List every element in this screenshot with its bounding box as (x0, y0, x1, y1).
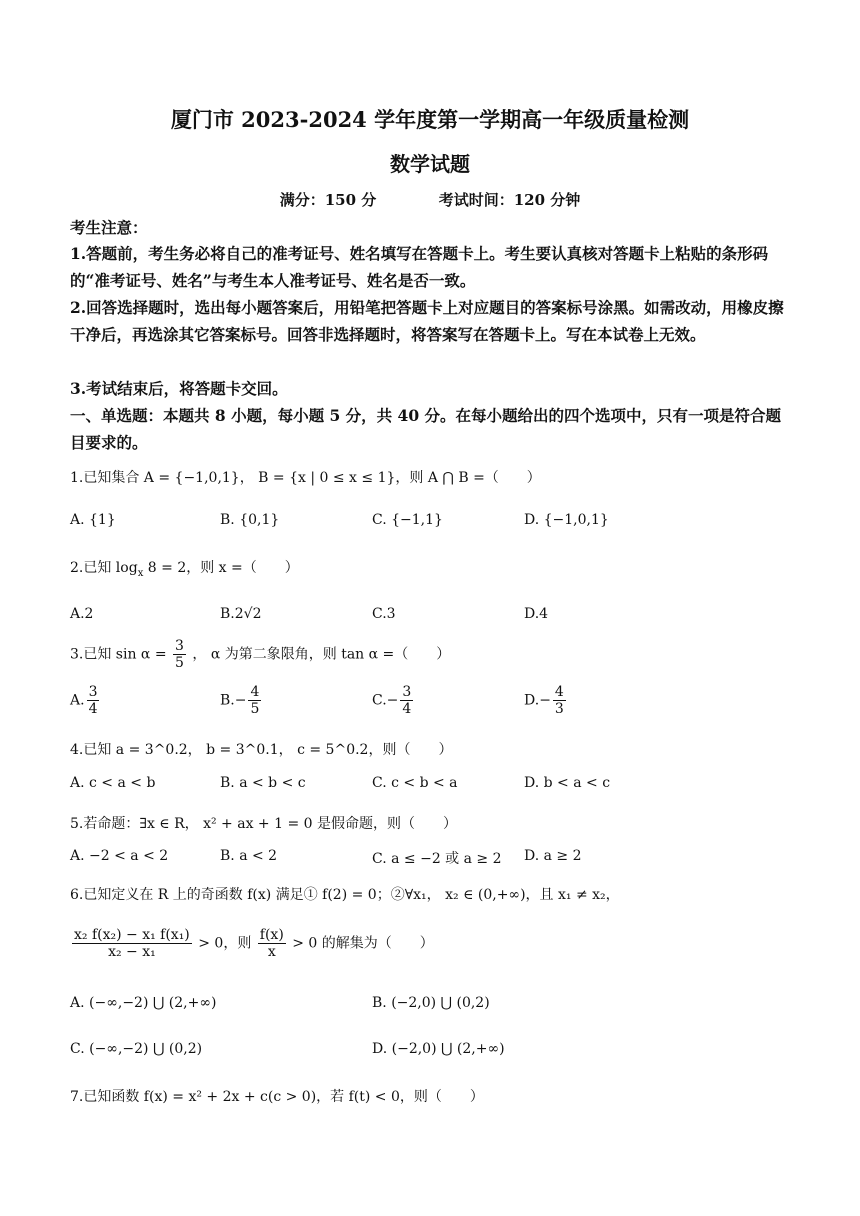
option-fraction (553, 684, 566, 717)
option-label: C. (372, 692, 387, 709)
question-5-option-d: D. a ≥ 2 (524, 848, 582, 864)
option-sign: − (234, 692, 247, 709)
question-1-option-d: D. {−1,0,1} (524, 512, 609, 528)
question-6-option-a: A. (−∞,−2) ⋃ (2,+∞) (70, 995, 217, 1011)
question-7-stem: 7.已知函数 f(x) = x² + 2x + c(c > 0)，若 f(t) < 0，则（ ） (70, 1089, 484, 1105)
question-5-option-b: B. a < 2 (220, 848, 278, 864)
question-2-option-b-value: 2√2 (234, 606, 262, 622)
fraction-denominator: 4 (402, 701, 412, 718)
question-2-option-d: D.4 (524, 606, 549, 622)
question-6-mid-text: > 0，则 (193, 935, 256, 952)
section-heading: 一、单选题：本题共 8 小题，每小题 5 分，共 40 分。在每小题给出的四个选项中，只有一项是符合题目要求的。 (70, 406, 782, 452)
question-2-option-b-label: B. (220, 606, 235, 622)
fraction-numerator: 4 (554, 684, 564, 700)
question-1-option-b: B. {0,1} (220, 512, 280, 528)
question-2-option-c: C.3 (372, 606, 396, 622)
exam-time: 考试时间：120 分钟 (438, 191, 581, 209)
option-sign: − (539, 692, 551, 709)
exam-title: 厦门市 2023-2024 学年度第一学期高一年级质量检测 (170, 107, 690, 132)
question-1-option-c: C. {−1,1} (372, 512, 443, 528)
question-4-option-a: A. c < a < b (70, 775, 156, 791)
fraction-denominator: 5 (250, 701, 260, 718)
fraction-numerator: f(x) (259, 927, 284, 943)
question-2-stem (70, 557, 790, 579)
fraction-denominator: x (267, 944, 276, 961)
fraction-numerator: 3 (175, 638, 184, 654)
notice-heading: 考生注意： (70, 218, 148, 237)
fraction-numerator: 4 (250, 684, 260, 700)
question-2-stem-pre: 2.已知 log (70, 560, 138, 576)
option-label: B. (220, 692, 235, 709)
question-5-option-a: A. −2 < a < 2 (70, 848, 169, 864)
question-3-stem (70, 638, 790, 671)
question-1-stem: 1.已知集合 A = {−1,0,1}， B = {x | 0 ≤ x ≤ 1}，则 A ⋂ B =（ ） (70, 470, 541, 486)
question-5-stem: 5.若命题：∃x ∈ R， x² + ax + 1 = 0 是假命题，则（ ） (70, 816, 458, 832)
fraction-numerator: 3 (88, 684, 98, 700)
question-3-fraction (173, 638, 186, 671)
notice-item-3: 3.考试结束后，将答题卡交回。 (70, 379, 288, 398)
question-6-stem-line2 (70, 927, 790, 960)
question-3-stem-pre: 3.已知 sin α = (70, 646, 167, 663)
fraction-numerator: x₂ f(x₂) − x₁ f(x₁) (74, 927, 190, 943)
option-label: A. (70, 692, 85, 709)
option-fraction (400, 684, 413, 717)
question-2-option-a: A.2 (70, 606, 94, 622)
exam-info (0, 189, 860, 210)
question-4-option-c: C. c < b < a (372, 775, 458, 791)
question-2-stem-post: 8 = 2，则 x =（ ） (143, 560, 299, 576)
option-fraction (87, 684, 100, 717)
question-6-tail-text: > 0 的解集为（ ） (287, 935, 434, 952)
full-score: 满分：150 分 (279, 191, 377, 209)
question-2-option-b (220, 606, 262, 622)
question-2-log-base: x (137, 567, 144, 579)
question-3-option-d (524, 684, 568, 717)
question-3-option-b (220, 684, 263, 717)
notice-item-1: 1.答题前，考生务必将自己的准考证号、姓名填写在答题卡上。考生要认真核对答题卡上粘贴的条形码的“准考证号、姓名”与考生本人准考证号、姓名是否一致。 (70, 244, 769, 290)
option-sign: − (386, 692, 399, 709)
option-label: D. (524, 692, 540, 709)
question-4-option-b: B. a < b < c (220, 775, 306, 791)
question-4-option-d: D. b < a < c (524, 775, 611, 791)
question-6-option-d: D. (−2,0) ⋃ (2,+∞) (372, 1041, 505, 1057)
question-1-option-a: A. {1} (70, 512, 116, 528)
option-fraction (248, 684, 261, 717)
fraction-denominator: 5 (175, 655, 184, 672)
question-6-fraction-1 (72, 927, 192, 960)
fraction-numerator: 3 (402, 684, 412, 700)
question-3-option-c (372, 684, 415, 717)
question-6-fraction-2 (258, 927, 286, 960)
exam-subtitle: 数学试题 (390, 152, 470, 176)
question-6-stem-line1: 6.已知定义在 R 上的奇函数 f(x) 满足① f(2) = 0；②∀x₁， x₂ ∈ (0,+∞)，且 x₁ ≠ x₂， (70, 887, 620, 903)
question-3-option-a (70, 684, 101, 717)
notice-item-2: 2.回答选择题时，选出每小题答案后，用铅笔把答题卡上对应题目的答案标号涂黑。如需改动，用橡皮擦干净后，再选涂其它答案标号。回答非选择题时，将答案写在答题卡上。写在本试卷上无效。 (70, 298, 784, 344)
question-3-stem-post: ， α 为第二象限角，则 tan α =（ ） (192, 646, 451, 663)
fraction-denominator: 3 (554, 701, 564, 718)
question-6-option-c: C. (−∞,−2) ⋃ (0,2) (70, 1041, 203, 1057)
question-4-stem: 4.已知 a = 3^0.2， b = 3^0.1， c = 5^0.2，则（ ） (70, 742, 453, 758)
question-6-option-b: B. (−2,0) ⋃ (0,2) (372, 995, 490, 1011)
fraction-denominator: 4 (88, 701, 98, 718)
fraction-denominator: x₂ − x₁ (108, 944, 156, 961)
question-5-option-c: C. a ≤ −2 或 a ≥ 2 (372, 851, 502, 867)
